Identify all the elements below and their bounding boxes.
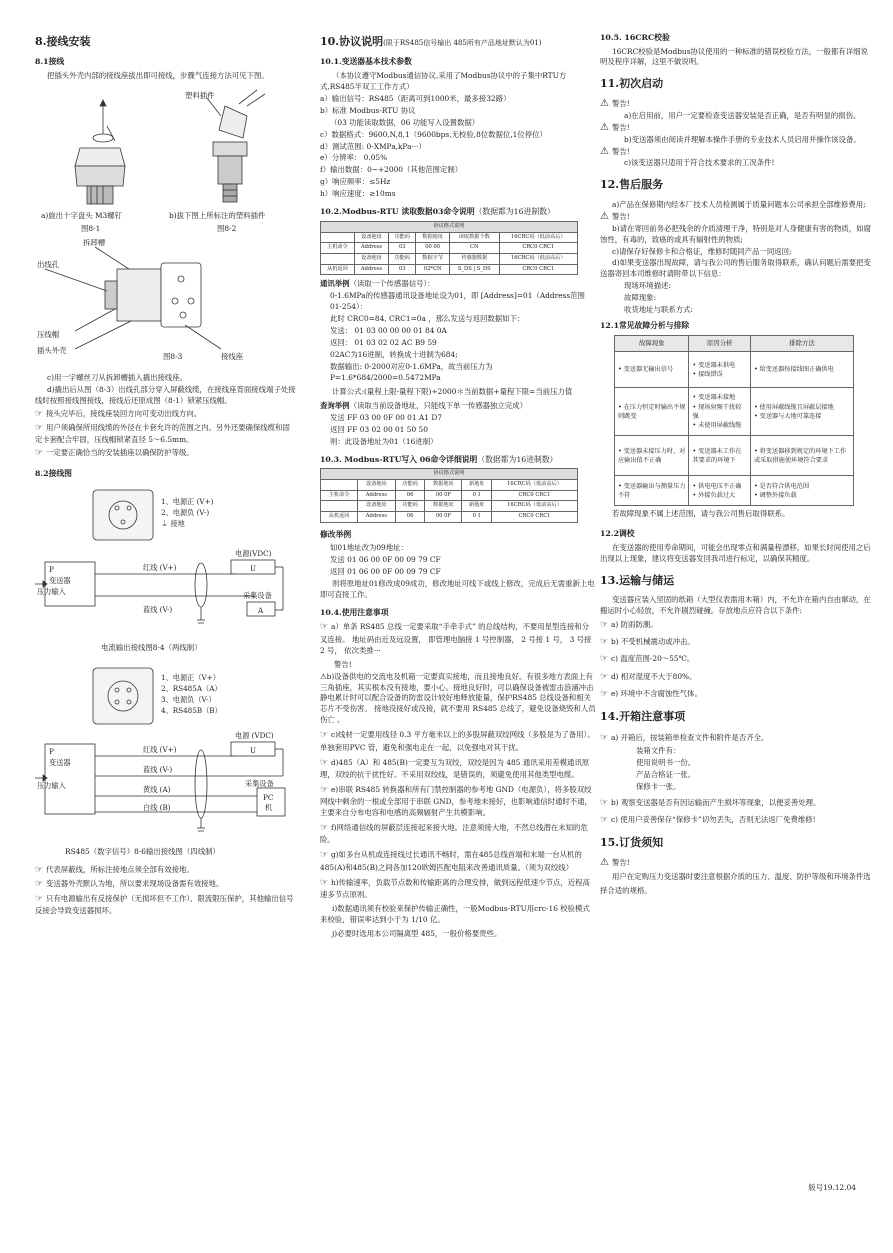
warning-icon: ⚠ (600, 98, 609, 110)
tip-1: ☞ 接头完毕后，接线座装回方向可变动出线方向。 (35, 408, 297, 421)
note-c: ☞ c)线材一定要用线径 0.3 平方毫米以上的多股屏蔽双绞网线（多股是为了备用）。单独套用PVC 管，避免和强电走在一起，以免强电对其干扰。 (320, 729, 596, 753)
section-12-title: 12.售后服务 (600, 178, 664, 192)
transmitter-label: P (49, 564, 54, 574)
note-j: j)必要时选用本公司隔离型 485，一般价格要贵些。 (332, 928, 502, 938)
warning-icon: ⚠ (600, 211, 609, 223)
startup-a: a)在启用前，用户一定要检查变送器安装是否正确，是否有明显的损伤。 (624, 110, 861, 120)
version-footer: 版号19.12.04 (808, 1183, 856, 1192)
note-ground: ☞ 变送器外壳默认为地，所以要求现场设备需有效接地。 (35, 878, 297, 891)
note-e: ☞ e)串联 RS485 转换器和所有门禁控制器的参考地 GND（电源负），将多股双绞网线中剩余的一根或全部用于串联 GND，参考地未接好，也影响通信时通时不通，主要来自分布电容和电感的高频辐射产生共模影响。 (320, 784, 596, 819)
note-h: ☞ h)传输速率，负载节点数和传输距离的合理安排，做到远程低速少节点，近程高速多节点原则。 (320, 877, 596, 901)
section-15-title: 15.订货须知 (600, 836, 664, 850)
note-b: ⚠b)设备供电的交流电及机箱一定要真实接地，而且接地良好。有很多地方表面上有三角插座，其实根本没有接地，要小心。接地良好时，可以确保设备被雷击浪涌冲击静电累计时可以配合设备的防雷设计较好地释放能量，保护RS485 总线设备和相关芯片不受伤害。 接地没接好或没接，就不要用 RS485 总线了，避免设备烧毁和人员伤亡 。 (320, 671, 596, 725)
section-10-2-title: 10.2.Modbus-RTU 读取数据03命令说明（数据都为16进制数） (320, 207, 555, 217)
section-10-5-title: 10.5. 16CRC校验 (600, 33, 670, 42)
service-a: a)产品在保修期内经本厂技术人员检测属于质量问题本公司承担全部维修费用; (612, 199, 866, 209)
tip-2: ☞ 用户须确保所用线缆的外径在卡套允许的范围之内。另外还要确保线缆和固定卡套配合牢固，压线帽锁紧直径 5～6.5mm。 (35, 422, 297, 446)
note-g: ☞ g)如多台从机或连接线过长通讯不畅时，需在485总线首端和末端一台从机的485(A)和485(B)之间各加120欧姆匹配电阻来改善通讯质量。（须为双绞线） (320, 849, 596, 873)
svg-text:P: P (49, 746, 54, 756)
power-label: 电源(VDC) (235, 548, 272, 558)
svg-text:机: 机 (265, 802, 273, 812)
section-8-1-title: 8.1接线 (35, 57, 65, 67)
warning-icon: ⚠ (600, 857, 609, 869)
label-jie: 接线座 (221, 351, 244, 361)
section-10-3-title: 10.3. Modbus-RTU写入 06命令详细说明（数据都为16进制数） (320, 454, 558, 464)
label-ya: 压线帽 (37, 329, 60, 339)
unpack-b: ☞ b) 观察变送器是否有因运输而产生损坏等现象，以便妥善处理。 (600, 797, 875, 810)
figure-8-1-8-2 (35, 86, 297, 226)
note-d: ☞ d)485（A）和 485(B)一定要互为双绞，双绞是因为 485 通讯采用差模通讯原理，双绞的抗干扰性好。不采用双绞线，是错误的，须避免使用其他类型电缆。 (320, 757, 596, 781)
section-13-title: 13.运输与储运 (600, 573, 675, 587)
diagram-2-caption: RS485（数字信号）8-6输出接线图（四线制） (65, 846, 220, 856)
section-8-title: 8.接线安装 (35, 35, 91, 48)
section-10-title: 10.协议说明(限于RS485信号输出 485所有产品地址默认为01) (320, 35, 542, 48)
note-shield: ☞ 代表屏蔽线，所标注接地点须全部有效接地。 (35, 864, 297, 877)
formula: 计算公式:(量程上限-量程下限)÷2000＊当前数据+量程下限=当前压力值 (332, 386, 573, 396)
red-wire-2-label: 红线 (V+) (143, 744, 177, 754)
u-label: U (250, 563, 257, 573)
param-list: a）输出信号：RS485（距离可到1000米，最多接32路） b）标准 Modbus-RTU 协议 （03 功能读取数据，06 功能写入设置数据） c）数据格式：9600,N,8,1（9600bps,无校验,8位数据位,1位停位） d）测试范围: 0-XMPa,kPa···） e）分辨率： 0.05% f）输出数据：0~+2000（其他范围定制） g）响应频率：≤5Hz h）响应速度：≥10ms (320, 93, 547, 199)
storage-text: 变送器应装入坚固的纸箱（大型仪表需用木箱）内，不允许在箱内自由窜动，在搬运时小心轻放，不允许剧烈碰撞。存放地点应符合以下条件: (600, 594, 871, 615)
example-1-heading: 通讯举例（读取一个传感器信号）： (320, 279, 435, 289)
legend-1-gnd: ⏚ 接地 (161, 518, 185, 528)
calibration-text: 在变送器的使用寿命期间，可能会出现零点和满量程漂移。如果长时间使用之后出现以上现象，建议将变送器发回我司进行标定，以确保其精度。 (600, 542, 871, 563)
pressure-input-2-label: 压力输入 (37, 780, 66, 790)
fig-8-3-label: 图8-3 (163, 351, 183, 361)
example-1: 0-1.6MPa的传感器通讯设备地址设为01，即 [Address]=01（Address范围01-254）： 此时 CRC0=84, CRC1=0a ，那么发送与返回数据如下： 发送： 01 03 00 00 00 01 84 0A 返回： 01 03 02 02 AC B9 59 02AC为16进制，转换成十进制为684; 数据输出: 0-2000对应0-1.6MPa，故当前压力为P=1.6*684/2000=0.5472MPa (330, 291, 585, 382)
unpack-c: ☞ c) 使用户妥善保存“保修卡”切勿丢失，否则无法返厂免费维修! (600, 814, 875, 827)
label-chu: 出线孔 (37, 259, 60, 269)
note-reverse: ☞ 只有电源输出有反接保护（无损坏但不工作）、限流限压保护，其他输出信号反接会导致变送器损坏。 (35, 893, 297, 917)
svg-text:变送器: 变送器 (49, 575, 71, 585)
column-3: 10.5. 16CRC校验 16CRC校验是Modbus协议使用的一种标准的错误校验方法，一般都有详细说明及程序详解，这里不做说明。 11.初次启动 ⚠ 警告! a)在启用前，用户一定要检查变送器安装是否正确，是否有明显的损伤。 ⚠ 警告! b)变送器须由阅读并理解本操作手册的专业技术人员启用并操作该设备。 ⚠ 警告! c)该变送器只适用于符合技术要求的工况条件! 12.售后服务 a)产品在保修期内经本厂技术人员检测属于质量问题本公司承担全部维修费用; ⚠ 警告! b)请在寄回前务必把残余的介质清理干净，特别是对人身健康有害的物质，如腐蚀性，有毒的，致癌的或具有辐射性的物质; c)请保存好保修卡和合格证，维修时随同产品一同返回; d)如果变送器出现故障，请与我公司的售后服务取得联系，确认问题后需要把变送器寄回本司维修时请附带以下信息： 现场环境描述: 故障现象: 收货地址与联系方式: 12.1常见故障分析与排除 故障现象 原因分析 排除方法 • 变送器无输出信号 • 变送器未供电 • 接线错误 • 给变送器按接线图正确供电 • 在压力恒定时输出不规则跳变 • 变送器未接地 • 现场射频干扰较强 • 未使用屏蔽线缆 • 使用屏蔽线缆且屏蔽层接地 • 变送器与大地可靠连接 • 变送器未接压力时，对应输出值不正确 • 变送器未工作在其要求的环境下 • 将变送器移到规定的环境下工作或采取措施使环境符合要求 • 变送器输出与测量压力不符 • 供电电压不正确 • 外接负载过大 • 是否符合供电范围 • 调整外接负载 若故障现象不属上述范围，请与我公司售后取得联系。 12.2调校 在变送器的使用寿命期间，可能会出现零点和满量程漂移。如果长时间使用之后出现以上现象，建议将变送器发回我司进行标定，以确保其精度。 13.运输与储运 变送器应装入坚固的纸箱（大型仪表需用木箱）内，不允许在箱内自由窜动，在搬运时小心轻放，不允许剧烈碰撞。存放地点应符合以下条件: ☞ a) 防雨防潮。 ☞ b) 不受机械震动或冲击。 ☞ c) 温度范围-20～55℃。 ☞ d) 相对湿度不大于80%。 ☞ e) 环境中不含腐蚀性气体。 14.开箱注意事项 ☞ a) 开箱后，按装箱单检查文件和附件是否齐全。 装箱文件有： 使用说明书一份。 产品合格证一张。 保修卡一张。 ☞ b) 观察变送器是否有因运输而产生损坏等现象，以便妥善处理。 ☞ c) 使用户妥善保存“保修卡”切勿丢失，否则无法返厂免费维修! 15.订货须知 ⚠ 警告! 用户在定购压力变送器时要注意根据介质的压力、温度、防护等级和环境条件选择合适的规格。 (600, 30, 875, 899)
section-10-4-title: 10.4.使用注意事项 (320, 607, 389, 617)
red-wire-label: 红线 (V+) (143, 562, 177, 572)
modify-example-heading: 修改举例 (320, 529, 352, 539)
warning-icon: ⚠ (320, 671, 327, 681)
warning-label: 警告! (611, 98, 630, 108)
column-2: 10.协议说明(限于RS485信号输出 485所有产品地址默认为01) 10.1.变送器基本技术参数 （本协议遵守Modbus通信协议,采用了Modbus协议中的子集中RTU方式,RS485半双工工作方式） a）输出信号：RS485（距离可到1000米，最多接32路） b）标准 Modbus-RTU 协议 （03 功能读取数据，06 功能写入设置数据） c）数据格式：9600,N,8,1（9600bps,无校验,8位数据位,1位停位） d）测试范围: 0-XMPa,kPa···） e）分辨率： 0.05% f）输出数据：0~+2000（其他范围定制） g）响应频率：≤5Hz h）响应速度：≥10ms 10.2.Modbus-RTU 读取数据03命令说明（数据都为16进制数） 协议格式说明 设备地址 功能码 数据地址 读取数据个数 16CRC码（低前高后） 主机命令 Address 03 00 00 CN CRC0 CRC1 设备地址 功能码 数据字节 传感器数据 16CRC码（低前高后） 从机返回 Address 03 02*CN S_DS | S_DS CRC0 CRC1 通讯举例（读取一个传感器信号）： 0-1.6MPa的传感器通讯设备地址设为01，即 [Address]=01（Address范围01-254）： 此时 CRC0=84, CRC1=0a ，那么发送与返回数据如下： 发送： 01 03 00 00 00 01 84 0A 返回： 01 03 02 02 AC B9 59 02AC为16进制，转换成十进制为684; 数据输出: 0-2000对应0-1.6MPa，故当前压力为P=1.6*684/2000=0.5472MPa 计算公式:(量程上限-量程下限)÷2000＊当前数据+量程下限=当前压力值 查询举例（读取当前设备地址，只能线下单一传感器独立完成） 发送 FF 03 00 0F 00 01 A1 D7 返回 FF 03 02 00 01 50 50 则：此设备地址为01（16进制） 10.3. Modbus-RTU写入 06命令详细说明（数据都为16进制数） 协议格式说明 设备地址 功能码 数据地址 新地址 16CRC码（低前高后） 主机命令 Address 06 00 0F 0 1 CRC0 CRC1 设备地址 功能码 数据地址 新地址 16CRC码（低前高后） 从机返回 Address 06 00 0F 0 1 CRC0 CRC1 修改举例 如01地址改为09地址： 发送 01 06 00 0F 00 09 79 CF 返回 01 06 00 0F 00 09 79 CF 则将原地址01修改成09成功，修改地址可线下或线上修改，完成后无需重新上电即可直接工作。 10.4.使用注意事项 ☞ a）单条 RS485 总线一定要采取“手牵手式” 的总线结构，不要用星型连接和分叉连接。 地址码由近及远设置， 即管理电脑接 1 号控制器， 2 号接 1 号， 3 号接 2 号， 依次类推··· 警告! ⚠b)设备供电的交流电及机箱一定要真实接地，而且接地良好。有很多地方表面上有三角插座，其实根本没有接地，要小心。接地良好时，可以确保设备被雷击浪涌冲击静电累计时可以配合设备的防雷设计较好地释放能量，保护RS485 总线设备和相关芯片不受伤害。 接地没接好或没接，就不要用 RS485 总线了，避免设备烧毁和人员伤亡 。 ☞ c)线材一定要用线径 0.3 平方毫米以上的多股屏蔽双绞网线（多股是为了备用）。单独套用PVC 管，避免和强电走在一起，以免强电对其干扰。 ☞ d)485（A）和 485(B)一定要互为双绞，双绞是因为 485 通讯采用差模通讯原理，双绞的抗干扰性好。不采用双绞线，是错误的，须避免使用其他类型电缆。 ☞ e)串联 RS485 转换器和所有门禁控制器的参考地 GND（电源负），将多股双绞网线中剩余的一根或全部用于串联 GND，参考地未接好，也影响通信时通时不通，主要来自分布电容和电感的高频辐射产生共模影响。 ☞ f)网络通信线的屏蔽层连接起来接大地。注意须接大地，不然总线潜在未知的危险。 ☞ g)如多台从机或连接线过长通讯不畅时，需在485总线首端和末端一台从机的485(A)和485(B)之间各加120欧姆匹配电阻来改善通讯质量。（须为双绞线） ☞ h)传输速率，负载节点数和传输距离的合理安排，做到远程低速少节点，近程高速多节点原则。 i)数据通讯须有校验来保护传输正确性，一般Modbus-RTU用crc-16 校验模式来校验，错误率达到小于为 1/10 亿。 j)必要时选用本公司隔离型 485，一般价格要贵些。 (320, 30, 596, 941)
para-10-1: （本协议遵守Modbus通信协议,采用了Modbus协议中的子集中RTU方式,RS485半双工工作方式） (320, 70, 567, 91)
service-b: b)请在寄回前务必把残余的介质清理干净，特别是对人身健康有害的物质，如腐蚀性，有毒的，致癌的或具有辐射性的物质; (600, 223, 871, 244)
section-11-title: 11.初次启动 (600, 77, 664, 91)
section-14-title: 14.开箱注意事项 (600, 710, 686, 724)
protocol-table-06: 协议格式说明 设备地址 功能码 数据地址 新地址 16CRC码（低前高后） 主机命令 Address 06 00 0F 0 1 CRC0 CRC1 设备地址 功能码 数据地址 新地址 16CRC码（低前高后） 从机返回 Address 06 00 0F 0 1 CRC0 CRC1 (320, 468, 578, 522)
section-10-1-title: 10.1.变送器基本技术参数 (320, 57, 412, 67)
modify-example: 如01地址改为09地址： 发送 01 06 00 0F 00 09 79 CF 返回 01 06 00 0F 00 09 79 CF (330, 543, 441, 576)
wiring-diagram-2wire (35, 484, 297, 660)
power-2-label: 电源 (VDC) (235, 730, 274, 740)
startup-b: b)变送器须由阅读并理解本操作手册的专业技术人员启用并操作该设备。 (624, 134, 861, 144)
legend-2-v-: 3、电源负（V-） (161, 694, 216, 704)
connector-illustration (35, 86, 297, 226)
figure-8-3 (35, 239, 297, 369)
column-1 (35, 30, 297, 918)
caption-8-2b: b)拔下图上所标注的塑料插件 (169, 210, 266, 220)
legend-1-v-: 2、电源负 (V-) (161, 507, 210, 517)
note-i: i)数据通讯须有校验来保护传输正确性，一般Modbus-RTU用crc-16 校验模式来校验，错误率达到小于为 1/10 亿。 (320, 903, 590, 924)
para-d: d)撬出后从图（8-3）出线孔部分穿入屏蔽线缆，在接线座背面接线端子处接线时按照接线图接线，接线后还原成图（8-1）锁紧压线帽。 (35, 384, 296, 405)
example-2: 发送 FF 03 00 0F 00 01 A1 D7 返回 FF 03 02 00 01 50 50 则：此设备地址为01（16进制） (330, 412, 442, 446)
legend-2-a: 2、RS485A（A） (161, 683, 222, 693)
fig-8-2-label: 图8-2 (217, 223, 237, 233)
transmitter-2-label: 变送器 (49, 757, 71, 767)
warning-icon: ⚠ (600, 145, 609, 157)
warning-icon: ⚠ (600, 122, 609, 134)
startup-c: c)该变送器只适用于符合技术要求的工况条件! (624, 158, 775, 168)
warning-label: 警告! (334, 659, 352, 669)
section-8-2-title: 8.2接线图 (35, 469, 72, 479)
blue-wire-2-label: 蓝线 (V-) (143, 764, 173, 774)
para-c: c)用一字螺丝刀从拆卸槽插入撬出接线座。 (47, 372, 188, 382)
example-2-heading: 查询举例（读取当前设备地址，只能线下单一传感器独立完成） (320, 400, 527, 410)
section-12-2-title: 12.2调校 (600, 529, 635, 539)
note-a: ☞ a）单条 RS485 总线一定要采取“手牵手式” 的总线结构，不要用星型连接和分叉连接。 地址码由近及远设置， 即管理电脑接 1 号控制器， 2 号接 1 号， 3 号接 2 号， 依次类推··· (320, 621, 596, 656)
legend-2-v+: 1、电源正（V+） (161, 672, 220, 682)
caption-8-1a: a)旋出十字盘头 M3螺钉 (41, 210, 123, 220)
collector-2-label: 采集设备 (245, 778, 274, 788)
order-text: 用户在定购压力变送器时要注意根据介质的压力、温度、防护等级和环境条件选择合适的规格。 (600, 871, 871, 895)
legend-1-v+: 1、电源正 (V+) (161, 496, 214, 506)
protocol-table-03: 协议格式说明 设备地址 功能码 数据地址 读取数据个数 16CRC码（低前高后） 主机命令 Address 03 00 00 CN CRC0 CRC1 设备地址 功能码 数据字节 传感器数据 16CRC码（低前高后） 从机返回 Address 03 02*CN S_DS | S_DS CRC0 CRC1 (320, 221, 578, 275)
collector-label: 采集设备 (243, 590, 272, 600)
blue-wire-label: 蓝线 (V-) (143, 604, 173, 614)
fig-8-1-label: 图8-1 (81, 223, 101, 233)
service-d: d)如果变送器出现故障，请与我公司的售后服务取得联系，确认问题后需要把变送器寄回本司维修时请附带以下信息： (600, 258, 871, 279)
service-c: c)请保存好保修卡和合格证，维修时随同产品一同返回; (612, 246, 792, 256)
section-12-1-title: 12.1常见故障分析与排除 (600, 321, 690, 331)
fault-table: 故障现象 原因分析 排除方法 • 变送器无输出信号 • 变送器未供电 • 接线错误 • 给变送器按接线图正确供电 • 在压力恒定时输出不规则跳变 • 变送器未接地 • 现场射频干扰较强 • 未使用屏蔽线缆 • 使用屏蔽线缆且屏蔽层接地 • 变送器与大地可靠连接 • 变送器未接压力时，对应输出值不正确 • 变送器未工作在其要求的环境下 • 将变送器移到规定的环境下工作或采取措施使环境符合要求 • 变送器输出与测量压力不符 • 供电电压不正确 • 外接负载过大 • 是否符合供电范围 • 调整外接负载 (614, 335, 854, 506)
legend-2-b: 4、RS485B（B） (161, 705, 222, 715)
a-label: A (258, 605, 264, 615)
white-wire-label: 白线 (B) (143, 802, 171, 812)
diagram-1-caption: 电流输出接线图8-4（两线制） (101, 642, 202, 652)
u-2-label: U (250, 745, 257, 755)
para-8-1: 把插头外壳内部的接线座拔出即可接线，步骤气连接方法可见下图。 (47, 70, 269, 80)
label-cha: 插头外壳 (37, 345, 67, 355)
para-10-5: 16CRC校验是Modbus协议使用的一种标准的错误校验方法，一般都有详细说明及程序详解，这里不做说明。 (600, 46, 868, 67)
yellow-wire-label: 黄线 (A) (143, 784, 171, 794)
svg-text:PC: PC (263, 792, 274, 802)
label-chai: 拆卸槽 (83, 238, 106, 247)
tip-3: ☞ 一定要正确恰当的安装插座以确保防护等级。 (35, 447, 297, 460)
wiring-diagram-4wire (35, 664, 297, 860)
plug-label: 塑料插件 (185, 90, 215, 100)
fault-note: 若故障现象不属上述范围，请与我公司售后取得联系。 (612, 509, 790, 519)
note-f: ☞ f)网络通信线的屏蔽层连接起来接大地。注意须接大地，不然总线潜在未知的危险。 (320, 822, 596, 846)
pressure-input-label: 压力输入 (37, 586, 66, 596)
